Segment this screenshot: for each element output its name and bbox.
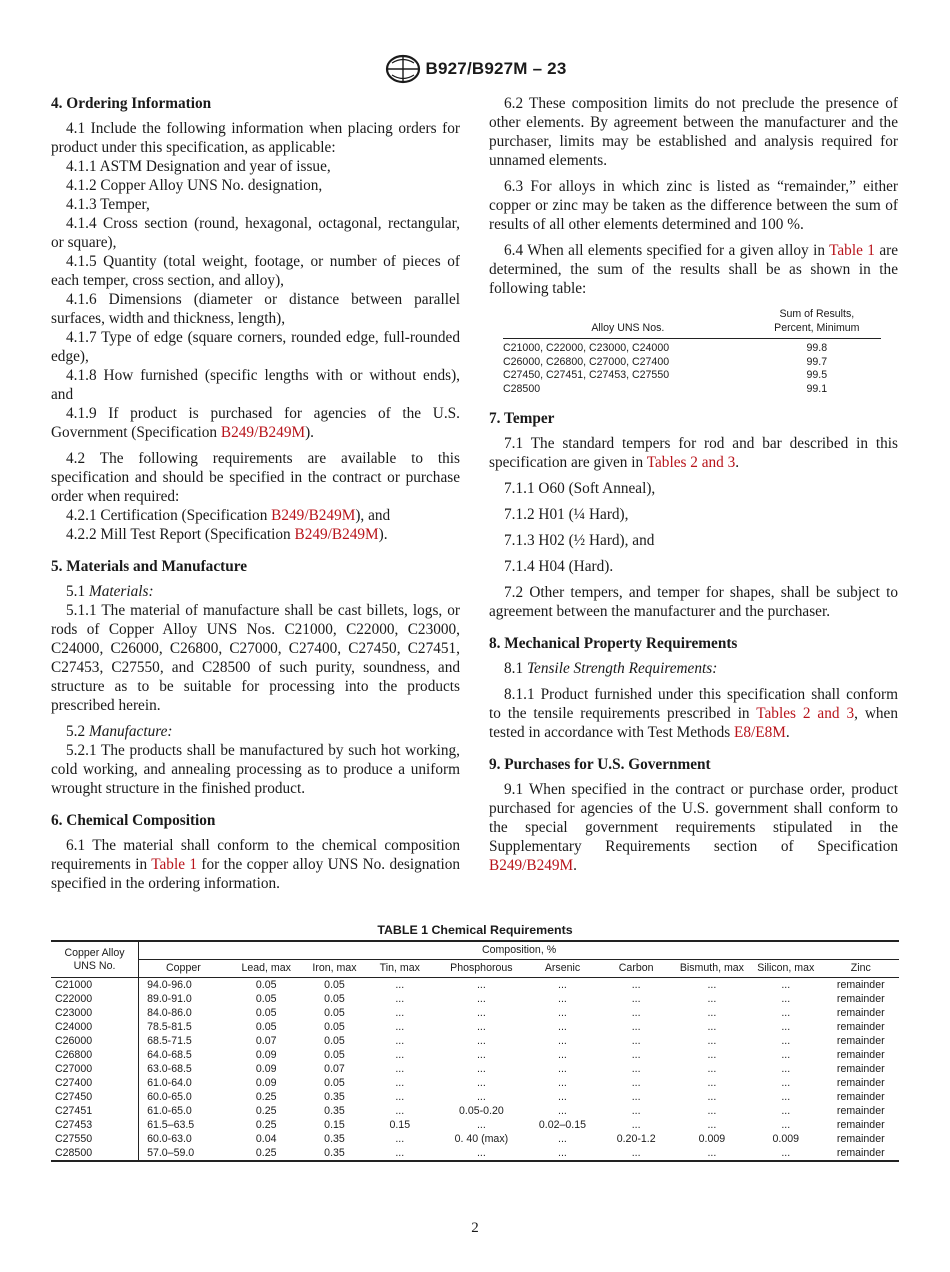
uns-number-cell: C27000	[51, 1062, 139, 1076]
uns-number-cell: C28500	[51, 1146, 139, 1161]
uns-number-cell: C27550	[51, 1132, 139, 1146]
table-1-title: TABLE 1 Chemical Requirements	[377, 923, 573, 937]
item-7-1-1: 7.1.1 O60 (Soft Anneal),	[504, 480, 656, 497]
table-cell: 60.0-65.0	[147, 1090, 192, 1103]
link-b249[interactable]: B249/B249M	[271, 507, 356, 524]
uns-number-cell: C27400	[51, 1076, 139, 1090]
table-cell: ...	[707, 1006, 717, 1019]
table-cell: 0.35	[324, 1104, 345, 1117]
table-cell: ...	[476, 1076, 486, 1089]
table-cell: remainder	[836, 1034, 885, 1047]
table-row: C27450, C27451, C27453, C27550 99.5	[503, 369, 828, 381]
section-6-heading: 6. Chemical Composition	[51, 812, 216, 829]
link-table-1[interactable]: Table 1	[151, 856, 198, 873]
table-cell: 0.35	[324, 1132, 345, 1145]
table-cell: remainder	[836, 978, 885, 991]
table-cell: ...	[558, 1076, 567, 1089]
table-cell: ...	[631, 992, 641, 1005]
table-cell: 0.09	[255, 1062, 277, 1075]
column-header: Iron, max	[305, 960, 365, 978]
link-e8[interactable]: E8/E8M	[734, 724, 786, 741]
para-6-4: 6.4 When all elements specified for a given alloy in Table 1 are determined, the sum of the results shall be as shown in the following table:	[489, 242, 898, 297]
table-row: C28500 99.1	[503, 382, 828, 395]
table-cell: ...	[558, 1020, 567, 1033]
table-cell: 0.15	[389, 1118, 411, 1131]
table-row: C26000, C26800, C27000, C27400 99.7	[503, 355, 828, 368]
para-4-2: 4.2 The following requirements are available to this specification and should be specified in the contract or purchase order when required:	[51, 450, 460, 505]
item-4-1-8: 4.1.8 How furnished (specific lengths with or without ends), and	[51, 367, 460, 403]
table-row	[51, 1020, 899, 1034]
column-header: Lead, max	[228, 960, 305, 978]
table-cell: ...	[558, 1034, 567, 1047]
header-alloy: Copper Alloy UNS No.	[51, 941, 139, 978]
column-header: Tin, max	[364, 960, 435, 978]
table-cell: ...	[631, 1006, 641, 1019]
table-cell: ...	[781, 992, 791, 1005]
table-cell: ...	[395, 1132, 405, 1145]
section-9-heading: 9. Purchases for U.S. Government	[489, 756, 711, 773]
item-4-2-1: 4.2.1 Certification (Specification B249/B249M), and	[66, 507, 391, 524]
page-header	[0, 54, 950, 84]
table-cell: ...	[707, 1062, 717, 1075]
table-cell: ...	[781, 978, 791, 991]
table-cell: ...	[781, 1020, 791, 1033]
table-cell: ...	[476, 1020, 486, 1033]
table-cell: 0. 40 (max)	[454, 1132, 509, 1145]
para-9-1: 9.1 When specified in the contract or purchase order, product purchased for agencies of the U.S. government shall conform to the special government requirements stipulated in the Supplementary Requirements section of Specification B249/B249M.	[489, 781, 898, 874]
table-cell: 0.05	[255, 1020, 277, 1033]
table-cell: ...	[364, 1146, 435, 1161]
link-b249[interactable]: B249/B249M	[294, 526, 379, 543]
table-cell: ...	[781, 1034, 791, 1047]
table-cell: remainder	[836, 1048, 885, 1061]
para-6-3: 6.3 For alloys in which zinc is listed as “remainder,” either copper or zinc may be taken as the difference between the sum of results of all other elements determined and 100 %.	[489, 178, 898, 233]
table-cell: 0.09	[255, 1048, 277, 1061]
table-cell: 0.25	[255, 1090, 277, 1103]
sum-of-results-table	[503, 308, 881, 396]
table-cell: ...	[558, 978, 567, 991]
uns-number-cell: C24000	[51, 1020, 139, 1034]
table-cell: remainder	[836, 1020, 885, 1033]
table-cell: ...	[476, 1034, 486, 1047]
table-cell: remainder	[836, 1062, 885, 1075]
table-cell: 0.009	[772, 1132, 799, 1145]
para-5-1-1: 5.1.1 The material of manufacture shall be cast billets, logs, or rods of Copper Alloy UNS Nos. C21000, C22000, C23000, C24000, C26000, C26800, C27000, C27400, C27450, C27451, C27453, C27550, and C28500 of such purity, soundness, and structure as to be suitable for processing into the products prescribed herein.	[51, 602, 460, 714]
table-cell: 61.0-65.0	[147, 1104, 192, 1117]
table-cell: 61.5–63.5	[147, 1118, 195, 1131]
astm-logo-icon	[384, 54, 422, 84]
item-4-1-6: 4.1.6 Dimensions (diameter or distance between parallel surfaces, width and thickness, length),	[51, 291, 460, 327]
table-cell: remainder	[836, 1006, 885, 1019]
table-cell: ...	[395, 1020, 405, 1033]
table-cell: ...	[707, 1020, 717, 1033]
table-cell: remainder	[836, 1076, 885, 1089]
table-row	[51, 1132, 899, 1146]
item-4-1-4: 4.1.4 Cross section (round, hexagonal, octagonal, rectangular, or square),	[51, 215, 460, 251]
table-cell: remainder	[823, 1146, 899, 1161]
table-cell: ...	[707, 1076, 717, 1089]
header-composition: Composition, %	[139, 941, 899, 960]
column-header: Phosphorous	[435, 960, 527, 978]
table-cell: ...	[395, 1062, 405, 1075]
table-cell: ...	[781, 1090, 791, 1103]
table-cell: ...	[558, 1104, 567, 1117]
table-cell: 0.05	[324, 1020, 345, 1033]
table-cell: 0.05	[324, 978, 345, 991]
table-cell: ...	[395, 1048, 405, 1061]
item-7-1-2: 7.1.2 H01 (¼ Hard),	[504, 506, 629, 523]
table-cell: ...	[395, 1104, 405, 1117]
table-cell: ...	[781, 1048, 791, 1061]
table-cell: ...	[631, 1034, 641, 1047]
table-cell: 0.05	[255, 992, 277, 1005]
table-row	[51, 1090, 899, 1104]
item-4-1-7: 4.1.7 Type of edge (square corners, rounded edge, full-rounded edge),	[51, 329, 460, 365]
table-cell: 57.0–59.0	[139, 1146, 228, 1161]
table-cell: remainder	[836, 1118, 885, 1131]
item-4-2-2: 4.2.2 Mill Test Report (Specification B249/B249M).	[66, 526, 388, 543]
table-cell: ...	[631, 1020, 641, 1033]
item-4-1-2: 4.1.2 Copper Alloy UNS No. designation,	[66, 177, 323, 194]
column-header: Copper	[139, 960, 228, 978]
table-cell: ...	[395, 1006, 405, 1019]
table-cell: 0.05	[255, 978, 277, 991]
column-header: Bismuth, max	[675, 960, 749, 978]
table-cell: ...	[558, 1062, 567, 1075]
table-cell: ...	[707, 1048, 717, 1061]
table-row	[51, 1118, 899, 1132]
table-cell: 0.05-0.20	[458, 1104, 504, 1117]
table-cell: ...	[476, 1048, 486, 1061]
column-header: Zinc	[823, 960, 899, 978]
uns-number-cell: C21000	[51, 978, 139, 993]
table-cell: ...	[558, 1090, 567, 1103]
link-tables-2-3[interactable]: Tables 2 and 3	[646, 454, 736, 471]
column-header: Silicon, max	[749, 960, 823, 978]
table-cell: ...	[707, 978, 717, 991]
table-cell: 0.07	[324, 1062, 345, 1075]
table-cell: ...	[395, 1076, 405, 1089]
table-row	[51, 992, 899, 1006]
para-8-1-1: 8.1.1 Product furnished under this specification shall conform to the tensile requirements prescribed in Tables 2 and 3, when tested in accordance with Test Methods E8/E8M.	[489, 686, 898, 741]
table-row	[51, 1048, 899, 1062]
table-cell: 0.05	[324, 1076, 345, 1089]
table-cell: 0.02–0.15	[538, 1118, 587, 1131]
table-cell: ...	[707, 1090, 717, 1103]
table-cell: ...	[558, 1048, 567, 1061]
left-column	[51, 94, 460, 893]
para-7-2: 7.2 Other tempers, and temper for shapes, shall be subject to agreement between the manufacturer and the purchaser.	[489, 584, 898, 620]
table-cell: ...	[631, 1118, 641, 1131]
column-header: Arsenic	[528, 960, 598, 978]
right-column	[489, 94, 898, 875]
sum-table-header-sum: Sum of Results, Percent, Minimum	[753, 308, 881, 339]
table-cell: 89.0-91.0	[147, 992, 192, 1005]
item-4-1-3: 4.1.3 Temper,	[66, 196, 150, 213]
uns-number-cell: C26800	[51, 1048, 139, 1062]
section-5-heading: 5. Materials and Manufacture	[51, 558, 248, 575]
table-cell: ...	[675, 1146, 749, 1161]
table-cell: 0.04	[255, 1132, 277, 1145]
table-cell: ...	[476, 1006, 486, 1019]
table-cell: remainder	[836, 1104, 885, 1117]
table-cell: 0.05	[324, 1048, 345, 1061]
table-cell: 84.0-86.0	[147, 1006, 192, 1019]
table-cell: 68.5-71.5	[147, 1034, 192, 1047]
table-row	[51, 1062, 899, 1076]
para-6-1: 6.1 The material shall conform to the chemical composition requirements in Table 1 for the copper alloy UNS No. designation specified in the ordering information.	[51, 837, 460, 892]
table-cell: 0.35	[305, 1146, 365, 1161]
para-4-1: 4.1 Include the following information when placing orders for product under this specification, as applicable:	[51, 120, 460, 156]
column-header: Carbon	[597, 960, 674, 978]
table-cell: ...	[631, 1048, 641, 1061]
table-cell: 0.05	[324, 992, 345, 1005]
table-cell: 64.0-68.5	[147, 1048, 192, 1061]
item-4-1-5: 4.1.5 Quantity (total weight, footage, or number of pieces of each temper, cross section, and alloy),	[51, 253, 460, 289]
table-cell: 0.25	[255, 1104, 277, 1117]
table-cell: ...	[395, 1090, 405, 1103]
table-row	[51, 1146, 899, 1161]
item-4-1-1: 4.1.1 ASTM Designation and year of issue,	[66, 158, 331, 175]
table-cell: ...	[476, 978, 486, 991]
link-tables-2-3[interactable]: Tables 2 and 3	[756, 705, 855, 722]
table-row	[51, 1006, 899, 1020]
section-4-heading: 4. Ordering Information	[51, 95, 212, 112]
para-5-1: 5.1 Materials:	[66, 583, 154, 600]
uns-number-cell: C27451	[51, 1104, 139, 1118]
table-cell: 94.0-96.0	[147, 978, 192, 991]
table-cell: ...	[631, 1062, 641, 1075]
para-5-2-1: 5.2.1 The products shall be manufactured by such hot working, cold working, and annealing processing as to produce a uniform wrought structure in the finished product.	[51, 742, 460, 797]
para-6-2: 6.2 These composition limits do not preclude the presence of other elements. By agreement between the manufacturer and the purchaser, limits may be established and analysis required for unnamed elements.	[489, 95, 898, 169]
table-cell: remainder	[836, 992, 885, 1005]
table-cell: ...	[631, 978, 641, 991]
table-cell: ...	[781, 1076, 791, 1089]
para-8-1: 8.1 Tensile Strength Requirements:	[504, 660, 718, 677]
table-cell: ...	[528, 1146, 598, 1161]
uns-number-cell: C27453	[51, 1118, 139, 1132]
uns-number-cell: C27450	[51, 1090, 139, 1104]
table-cell: ...	[631, 1104, 641, 1117]
table-cell: 61.0-64.0	[147, 1076, 192, 1089]
para-5-2: 5.2 Manufacture:	[66, 723, 173, 740]
table-cell: 0.05	[324, 1006, 345, 1019]
table-row	[51, 1076, 899, 1090]
page-number: 2	[471, 1220, 479, 1236]
table-cell: ...	[395, 992, 405, 1005]
table-cell: 0.09	[255, 1076, 277, 1089]
uns-number-cell: C23000	[51, 1006, 139, 1020]
table-cell: ...	[558, 992, 567, 1005]
chemical-requirements-table	[51, 940, 899, 1162]
standard-designation: B927/B927M – 23	[425, 59, 567, 78]
table-cell: 0.15	[324, 1118, 345, 1131]
table-cell: 78.5-81.5	[147, 1020, 192, 1033]
table-cell: ...	[395, 978, 405, 991]
table-cell: ...	[749, 1146, 823, 1161]
table-row	[51, 1034, 899, 1048]
table-cell: remainder	[836, 1090, 885, 1103]
table-row	[51, 978, 899, 993]
item-7-1-3: 7.1.3 H02 (½ Hard), and	[504, 532, 655, 549]
item-7-1-4: 7.1.4 H04 (Hard).	[504, 558, 614, 575]
section-8-heading: 8. Mechanical Property Requirements	[489, 635, 738, 652]
section-7-heading: 7. Temper	[489, 410, 555, 427]
table-cell: 0.35	[324, 1090, 345, 1103]
link-b249[interactable]: B249/B249M	[489, 857, 574, 874]
table-cell: 0.05	[324, 1034, 345, 1047]
table-cell: 0.25	[228, 1146, 305, 1161]
table-cell: ...	[597, 1146, 674, 1161]
table-cell: 63.0-68.5	[147, 1062, 192, 1075]
table-cell: ...	[476, 1118, 486, 1131]
table-cell: ...	[781, 1104, 791, 1117]
table-cell: ...	[476, 1090, 486, 1103]
uns-number-cell: C22000	[51, 992, 139, 1006]
table-cell: ...	[707, 1034, 717, 1047]
table-cell: ...	[395, 1034, 405, 1047]
table-cell: ...	[631, 1076, 641, 1089]
para-7-1: 7.1 The standard tempers for rod and bar described in this specification are given in Tables 2 and 3.	[489, 435, 898, 471]
table-cell: ...	[707, 992, 717, 1005]
table-cell: ...	[476, 992, 486, 1005]
table-cell: 0.07	[255, 1034, 277, 1047]
table-cell: 0.25	[255, 1118, 277, 1131]
uns-number-cell: C26000	[51, 1034, 139, 1048]
table-cell: 0.05	[255, 1006, 277, 1019]
table-row	[51, 1104, 899, 1118]
item-4-1-9: 4.1.9 If product is purchased for agencies of the U.S. Government (Specification B249/B249M).	[51, 405, 460, 441]
table-cell: ...	[558, 1132, 567, 1145]
link-table-1[interactable]: Table 1	[829, 242, 875, 259]
table-cell: 0.20-1.2	[616, 1132, 656, 1145]
table-cell: ...	[476, 1062, 486, 1075]
table-cell: ...	[781, 1118, 791, 1131]
sum-table-header-alloy: Alloy UNS Nos.	[503, 308, 753, 339]
table-cell: 0.009	[698, 1132, 726, 1145]
table-cell: ...	[631, 1090, 641, 1103]
link-b249[interactable]: B249/B249M	[220, 424, 306, 441]
table-cell: ...	[558, 1006, 567, 1019]
table-cell: ...	[707, 1118, 717, 1131]
table-cell: ...	[435, 1146, 527, 1161]
table-cell: ...	[781, 1006, 791, 1019]
table-cell: ...	[781, 1062, 791, 1075]
table-row: C21000, C22000, C23000, C24000 99.8	[503, 342, 828, 354]
table-cell: ...	[707, 1104, 717, 1117]
table-cell: 60.0-63.0	[147, 1132, 192, 1145]
table-cell: remainder	[836, 1132, 885, 1145]
